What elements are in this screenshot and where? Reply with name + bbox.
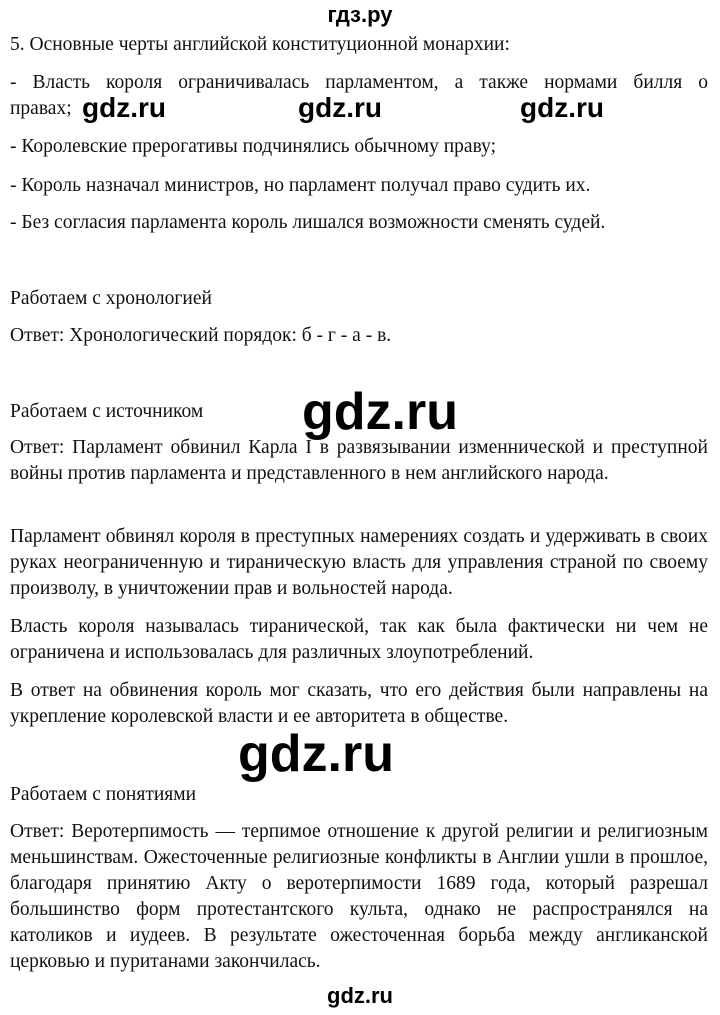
- watermark-inline-2: gdz.ru: [298, 92, 382, 123]
- list-item-2: - Королевские прерогативы подчинялись обычному праву;: [10, 136, 497, 157]
- source-paragraph-1: Ответ: Парламент обвинил Карла I в развязывании изменнической и преступной войны против парламента и представленного в нем английского народа.: [10, 437, 708, 484]
- source-heading: Работаем с источником: [10, 401, 204, 422]
- section-5-heading: 5. Основные черты английской конституционной монархии:: [10, 34, 510, 55]
- list-item-1-line-1: - Власть короля ограничивалась парламентом, а также нормами билля о: [10, 72, 708, 93]
- watermark-inline-1: gdz.ru: [82, 92, 166, 123]
- list-item-3: - Король назначал министров, но парламент получал право судить их.: [10, 175, 591, 196]
- concepts-heading: Работаем с понятиями: [10, 784, 197, 805]
- watermark-bottom: gdz.ru: [327, 983, 393, 1008]
- source-paragraph-4: В ответ на обвинения король мог сказать, что его действия были направлены на укрепление королевской власти и ее авторитета в обществе.: [10, 680, 708, 727]
- watermark-mid-1: gdz.ru: [302, 383, 458, 441]
- list-item-1-line-2: правах;: [10, 98, 72, 119]
- source-paragraph-3: Власть короля называлась тиранической, так как была фактически ни чем не ограничена и использовалась для различных злоупотреблений.: [10, 616, 708, 663]
- source-paragraph-2: Парламент обвинял короля в преступных намерениях создать и удерживать в своих руках неограниченную и тираническую власть для управления страной по своему произволу, в уничтожении прав и вольностей народа.: [10, 526, 708, 599]
- chronology-answer: Ответ: Хронологический порядок: б - г - а - в.: [10, 325, 392, 346]
- list-item-4: - Без согласия парламента король лишался возможности сменять судей.: [10, 212, 606, 233]
- chronology-heading: Работаем с хронологией: [10, 288, 212, 309]
- watermark-top: гдз.ру: [327, 2, 393, 27]
- watermark-inline-3: gdz.ru: [520, 92, 604, 123]
- watermark-mid-2: gdz.ru: [238, 725, 394, 783]
- concepts-paragraph: Ответ: Веротерпимость — терпимое отношение к другой религии и религиозным меньшинствам. Ожесточенные религиозные конфликты в Англии ушли в прошлое, благодаря принятию Акту о веротерпимости 1689 года, который разрешал большинство форм протестантского культа, однако не распространялся на католиков и иудеев. В результате ожесточенная борьба между англиканской церковью и пуританами закончилась.: [10, 821, 708, 972]
